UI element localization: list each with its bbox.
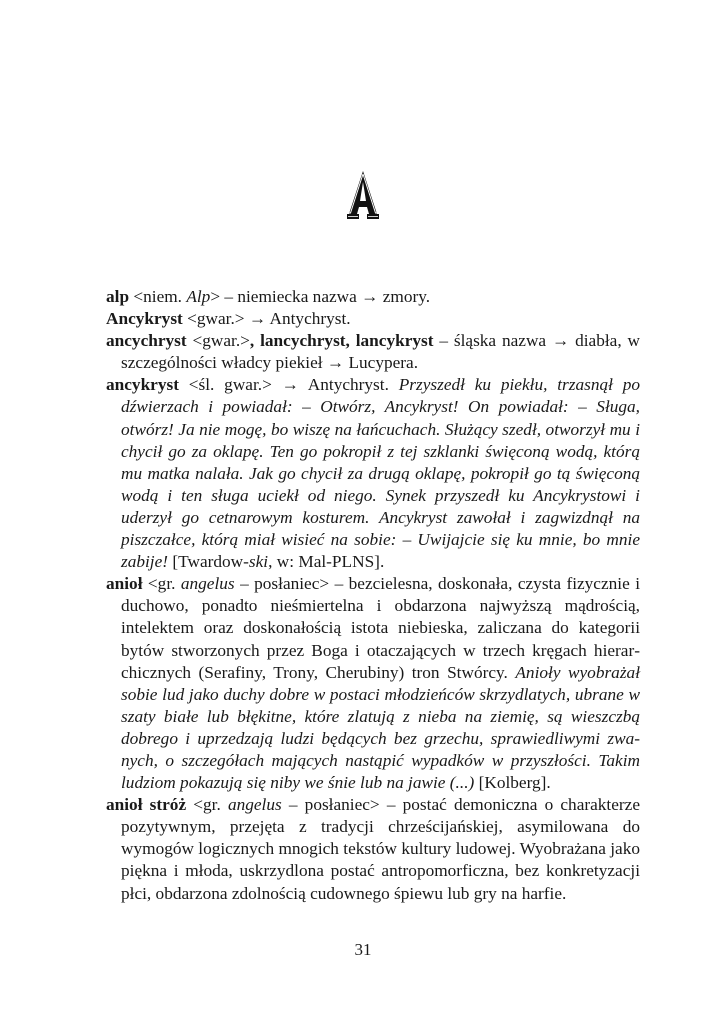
entry-headword: Ancykryst — [106, 309, 183, 329]
entry-quotation: angelus — [227, 795, 282, 815]
section-letter-ornament — [0, 170, 726, 225]
entry-headword: ancychryst — [106, 331, 187, 351]
entry-definition: <gr. — [186, 795, 228, 815]
entry-definition: [Kolberg]. — [474, 773, 551, 793]
dictionary-entry — [106, 374, 640, 573]
dictionary-entry — [106, 330, 640, 374]
entry-quotation: -ski — [243, 552, 269, 572]
entry-headword: ancykryst — [106, 375, 179, 395]
entry-definition: <śl. gwar.> → Antychryst. — [178, 375, 399, 395]
entry-quotation: Alp — [186, 287, 211, 306]
entry-definition: – posłaniec> – bezcielesna, doskonała, czysta fizycznie i duchowo, ponadto nieśmiertelna i obdarzona najwyższą mądrością, intelektem oraz doskonałością istota niebieska, zaliczana do kategorii bytów stworzonych przez Boga i otaczających w trzech kręgach hierarchicznych (Serafiny, Trony, Cherubiny) tron Stwórcy. — [121, 574, 640, 682]
entry-definition: [Twardow — [168, 552, 244, 572]
dictionary-entry — [106, 794, 640, 904]
entry-definition: <gr. — [142, 574, 181, 594]
dictionary-entry — [106, 286, 640, 308]
entry-definition: – śląska nazwa → diabła, w szczególności władcy piekieł → Lucypera. — [121, 331, 641, 373]
entry-headword: anioł stróż — [106, 795, 187, 815]
ornamental-a-icon — [346, 170, 380, 220]
entry-definition: > – niemiecka nazwa → zmory. — [210, 287, 431, 306]
entry-definition: <gwar.> — [186, 331, 250, 351]
dictionary-entry — [106, 573, 640, 794]
entry-definition: , w: Mal-PLNS]. — [268, 552, 385, 572]
entry-headword: anioł — [106, 574, 143, 594]
dictionary-entries — [106, 286, 640, 905]
entry-variant-headword: , lancychryst, lancykryst — [249, 331, 434, 351]
page-number: 31 — [354, 940, 372, 959]
entry-quotation: Przyszedł ku piekłu, trzasnął po dźwierzach i powiadał: – Otwórz, Ancykryst! On powiadał: – Sługa, otwórz! Ja nie mogę, bo wiszę na łańcuchach. Służący szedł, otworzył mu i chycił go za oklapę. Ten go pokropił z tej szklanki święconą wodą, którą mu matka nalała. Jak go chycił za drugą oklapę, pokropił go tą święconą wodą i ten sługa uciekł od niego. Synek przyszedł ku Ancykrystowi i uderzył go cetnarowym kosturem. Ancykryst zawołał i zagwizdnął na piszczałce, którą miał wisieć na sobie: – Uwijajcie się ku mnie, bo mnie zabije! — [121, 375, 641, 572]
entry-headword: alp — [106, 287, 130, 306]
entry-quotation: angelus — [180, 574, 235, 594]
entry-definition: <niem. — [129, 287, 187, 306]
entry-definition: – posłaniec> – postać demoniczna o charakterze pozytywnym, przejęta z tradycji chrześcijańskiej, asymilowana do wymogów logicznych mnogich tekstów kultury ludowej. Wyobrażana jako piękna i młoda, uskrzydlona postać antropomorficzna, bez konkretyzacji płci, obdarzona zdolnością cudownego śpiewu lub gry na harfie. — [121, 795, 641, 903]
entry-quotation: Anioły wyobrażał sobie lud jako duchy dobre w postaci młodzieńców skrzydlatych, ubrane w szaty białe lub błękitne, które zlatują z nieba na ziemię, są wieszczbą dobrego i uprzedzają ludzi będących bez grzechu, sprawiedliwymi zwanych, o szczegółach mających nastąpić wypadków w przyszłości. Takim ludziom pokazują się niby we śnie lub na jawie (...) — [121, 662, 640, 793]
entry-definition: <gwar.> → Antychryst. — [182, 309, 351, 329]
dictionary-entry — [106, 308, 640, 330]
